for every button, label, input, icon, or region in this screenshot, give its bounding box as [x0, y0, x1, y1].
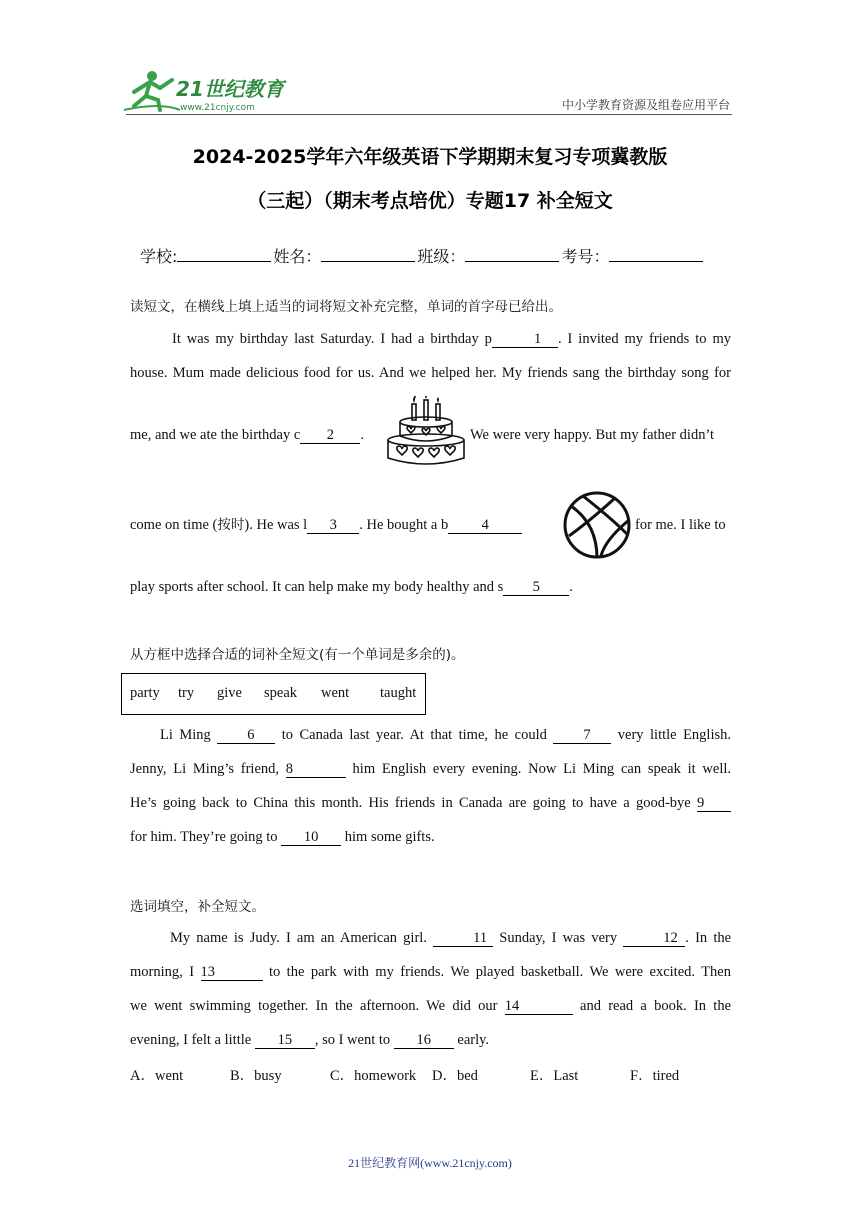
- platform-label: 中小学教育资源及组卷应用平台: [561, 98, 730, 112]
- class-label: 班级：: [417, 247, 466, 266]
- section2-line2: Jenny, Li Ming’s friend, 8 him English every evening. Now Li Ming can speak it well.: [130, 761, 732, 777]
- blank-1[interactable]: 1: [492, 331, 558, 348]
- name-field[interactable]: [321, 247, 415, 262]
- section1-line2: house. Mum made delicious food for us. And we helped her. My friends sang the birthday song for: [130, 365, 731, 381]
- section1-line4a: come on time (按时). He was l 3 . He bought a b 4: [130, 515, 522, 535]
- school-field[interactable]: [177, 247, 271, 262]
- option-f: F．tired: [630, 1068, 680, 1084]
- blank-2[interactable]: 2: [300, 427, 360, 444]
- blank-9[interactable]: 9: [697, 795, 731, 812]
- option-e: E．Last: [530, 1068, 579, 1084]
- logo-runner-icon: [120, 66, 290, 116]
- section3-line3: we went swimming together. In the afternoon. We did our 14 and read a book. In the: [130, 998, 732, 1014]
- option-c: C．homework: [330, 1068, 417, 1084]
- blank-7[interactable]: 7: [553, 727, 611, 744]
- section1-line3b: We were very happy. But my father didn’t: [470, 427, 715, 443]
- section3-line2: morning, I 13 to the park with my friends. We played basketball. We were excited. Then: [130, 964, 731, 980]
- word-bank-item: give: [217, 685, 242, 701]
- blank-14[interactable]: 14: [505, 998, 573, 1015]
- section3-instruction: 选词填空，补全短文。: [130, 899, 265, 915]
- birthday-cake-icon: [384, 396, 468, 470]
- section2-line3: He’s going back to China this month. His friends in Canada are going to have a good-bye 9: [130, 793, 731, 813]
- header-divider: [126, 114, 732, 115]
- blank-8[interactable]: 8: [286, 761, 346, 778]
- class-field[interactable]: [465, 247, 559, 262]
- section3-line1: My name is Judy. I am an American girl. 11 Sunday, I was very 12 . In the: [170, 930, 732, 946]
- footer-link[interactable]: 21世纪教育网(www.21cnjy.com): [348, 1156, 512, 1170]
- section2-line1: Li Ming 6 to Canada last year. At that time, he could 7 very little English.: [160, 727, 732, 743]
- option-b: B．busy: [230, 1068, 282, 1084]
- page-title-line2: （三起）（期末考点培优）专题17 补全短文: [247, 190, 613, 212]
- option-d: D．bed: [432, 1068, 478, 1084]
- number-field[interactable]: [609, 247, 703, 262]
- section1-line3a: me, and we ate the birthday c 2 .: [130, 427, 364, 443]
- blank-16[interactable]: 16: [394, 1032, 454, 1049]
- basketball-icon: [561, 490, 633, 560]
- logo-text: 21世纪教育: [176, 77, 284, 101]
- page-title-line1: 2024-2025学年六年级英语下学期期末复习专项冀教版: [192, 146, 668, 168]
- blank-4[interactable]: 4: [448, 517, 522, 534]
- blank-15[interactable]: 15: [255, 1032, 315, 1049]
- option-a: A．went: [130, 1068, 184, 1084]
- section1-instruction: 读短文，在横线上填上适当的词将短文补充完整，单词的首字母已给出。: [130, 299, 562, 315]
- word-bank-box: [121, 673, 426, 715]
- logo: [120, 66, 290, 116]
- word-bank-item: try: [178, 685, 195, 701]
- blank-11[interactable]: 11: [433, 930, 493, 947]
- blank-10[interactable]: 10: [281, 829, 341, 846]
- section1-line1: It was my birthday last Saturday. I had a birthday p 1 . I invited my friends to my: [172, 331, 731, 347]
- number-label: 考号：: [561, 247, 610, 266]
- logo-sub: www.21cnjy.com: [180, 103, 255, 113]
- school-label: 学校:: [140, 247, 178, 266]
- word-bank-item: taught: [380, 685, 417, 701]
- blank-13[interactable]: 13: [201, 964, 263, 981]
- blank-12[interactable]: 12: [623, 930, 685, 947]
- section2-line4: for him. They’re going to 10 him some gifts.: [130, 829, 435, 845]
- name-label: 姓名：: [273, 247, 322, 266]
- section1-line4b: for me. I like to: [635, 517, 726, 533]
- blank-5[interactable]: 5: [503, 579, 569, 596]
- word-bank-item: went: [321, 685, 350, 701]
- student-info-row: [140, 244, 705, 267]
- word-bank-item: party: [130, 685, 160, 701]
- word-bank-item: speak: [264, 685, 298, 701]
- section2-instruction: 从方框中选择合适的词补全短文(有一个单词是多余的)。: [130, 647, 465, 663]
- section1-line5: play sports after school. It can help make my body healthy and s 5 .: [130, 579, 573, 595]
- blank-3[interactable]: 3: [307, 517, 359, 534]
- section3-line4: evening, I felt a little 15 , so I went to 16 early.: [130, 1032, 490, 1048]
- blank-6[interactable]: 6: [217, 727, 275, 744]
